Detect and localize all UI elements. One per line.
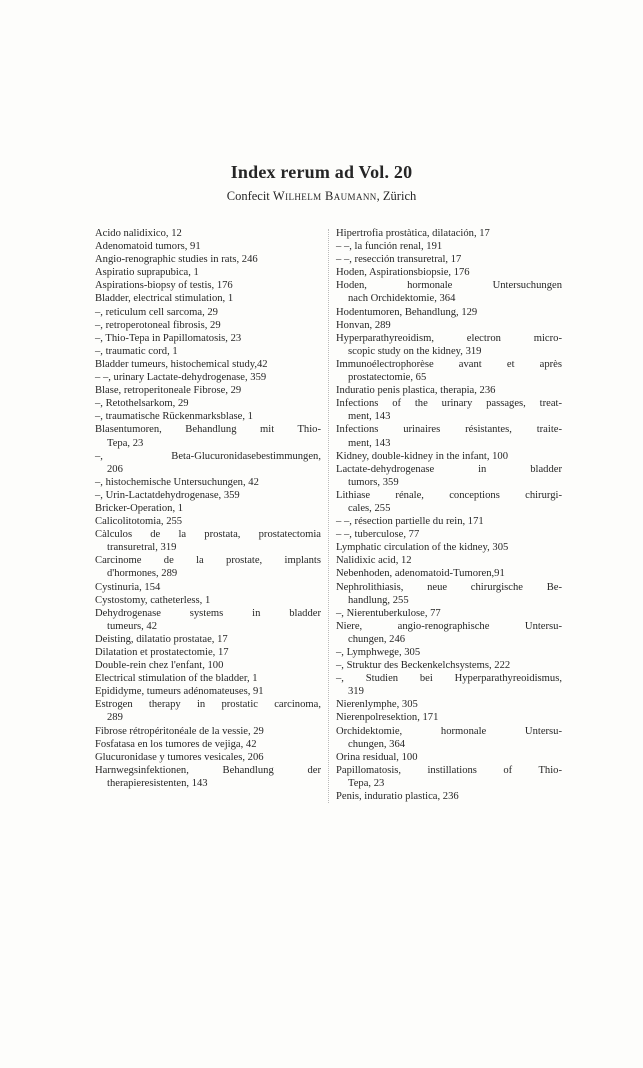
index-entry-line: Glucuronidase y tumores vesicales, 206 xyxy=(95,751,264,763)
index-entry-line: Orina residual, 100 xyxy=(336,751,418,763)
index-entry-line: Aspiratio suprapubica, 1 xyxy=(95,267,199,279)
index-entry-line: Bladder tumeurs, histochemical study,42 xyxy=(95,358,268,370)
index-entry-line: Cystostomy, catheterless, 1 xyxy=(95,594,211,606)
index-entry-line: Honvan, 289 xyxy=(336,319,391,331)
index-entry xyxy=(336,725,562,751)
index-entry-line: cales, 255 xyxy=(348,502,391,514)
index-entry-line: Fosfatasa en los tumores de vejiga, 42 xyxy=(95,738,257,750)
index-entry xyxy=(95,253,321,266)
index-entry-line: chungen, 364 xyxy=(348,738,406,750)
index-entry xyxy=(336,698,562,711)
index-entry-line: Tepa, 23 xyxy=(348,777,385,789)
index-entry-line: Orchidektomie, hormonale Untersu- xyxy=(336,725,562,737)
index-entry xyxy=(95,672,321,685)
index-entry-line: Bladder, electrical stimulation, 1 xyxy=(95,293,234,305)
index-entry xyxy=(336,646,562,659)
index-entry-line: –, reticulum cell sarcoma, 29 xyxy=(95,306,218,318)
index-entry xyxy=(95,489,321,502)
index-entry-line: Hoden, hormonale Untersuchungen xyxy=(336,280,562,292)
index-entry xyxy=(336,581,562,607)
index-entry-line: ment, 143 xyxy=(348,437,391,449)
index-entry-line: – –, résection partielle du rein, 171 xyxy=(336,516,484,528)
index-entry-line: Kidney, double-kidney in the infant, 100 xyxy=(336,450,509,462)
index-entry xyxy=(95,764,321,790)
index-entry xyxy=(95,358,321,371)
page-title: Index rerum ad Vol. 20 xyxy=(230,162,413,182)
subtitle-author: Wilhelm Baumann xyxy=(272,189,377,203)
index-entry-line: Bricker-Operation, 1 xyxy=(95,502,184,514)
index-entry xyxy=(95,751,321,764)
index-entry xyxy=(336,515,562,528)
index-entry xyxy=(336,332,562,358)
index-entry xyxy=(336,227,562,240)
index-entry-line: 206 xyxy=(107,463,123,475)
index-entry-line: 319 xyxy=(348,686,364,698)
index-entry-line: Penis, induratio plastica, 236 xyxy=(336,791,459,803)
index-entry-line: Calicolitotomia, 255 xyxy=(95,516,183,528)
index-entry xyxy=(95,725,321,738)
index-entry-line: Hipertrofia prostàtica, dilatación, 17 xyxy=(336,228,490,239)
index-entry-line: –, retroperotoneal fibrosis, 29 xyxy=(95,319,221,331)
index-entry xyxy=(336,567,562,580)
index-entry-line: Nalidixic acid, 12 xyxy=(336,555,412,567)
index-entry-line: Double-rein chez l'enfant, 100 xyxy=(95,660,224,672)
index-entry xyxy=(95,607,321,633)
index-entry xyxy=(336,528,562,541)
index-entry-line: Induratio penis plastica, therapia, 236 xyxy=(336,385,496,397)
index-entry-line: Estrogen therapy in prostatic carcinoma, xyxy=(95,699,321,711)
index-entry xyxy=(336,751,562,764)
index-entry xyxy=(336,463,562,489)
index-entry-line: Lymphatic circulation of the kidney, 305 xyxy=(336,542,509,554)
index-entry-line: Hoden, Aspirationsbiopsie, 176 xyxy=(336,267,470,279)
index-entry-line: –, Beta-Glucuronidasebestimmungen, xyxy=(95,450,321,462)
index-entry-line: Dilatation et prostatectomie, 17 xyxy=(95,647,229,658)
index-entry-line: Blase, retroperitoneale Fibrose, 29 xyxy=(95,385,242,397)
index-entry-line: nach Orchidektomie, 364 xyxy=(348,293,456,305)
index-entry-line: – –, resección transuretral, 17 xyxy=(336,254,462,266)
index-column-right xyxy=(336,227,562,803)
index-entry-line: Adenomatoid tumors, 91 xyxy=(95,241,201,253)
index-entry xyxy=(95,515,321,528)
index-entry xyxy=(95,738,321,751)
index-entry-line: –, Thio-Tepa in Papillomatosis, 23 xyxy=(95,332,242,344)
index-entry-line: chungen, 246 xyxy=(348,633,406,645)
subtitle-location: , Zürich xyxy=(376,189,417,203)
index-entry xyxy=(95,332,321,345)
index-entry xyxy=(95,476,321,489)
index-entry-line: –, Nierentuberkulose, 77 xyxy=(336,607,441,619)
index-entry xyxy=(95,581,321,594)
index-entry-line: – –, urinary Lactate-dehydrogenase, 359 xyxy=(95,372,267,384)
index-entry-line: Fibrose rétropéritonéale de la vessie, 29 xyxy=(95,725,264,737)
index-entry xyxy=(95,594,321,607)
index-entry-line: Immunoélectrophorèse avant et après xyxy=(336,358,562,370)
index-entry-line: tumors, 359 xyxy=(348,476,399,488)
index-entry-line: –, traumatic cord, 1 xyxy=(95,345,178,357)
index-entry xyxy=(336,306,562,319)
index-entry xyxy=(336,266,562,279)
index-entry xyxy=(95,292,321,305)
index-entry xyxy=(336,659,562,672)
index-entry xyxy=(95,633,321,646)
index-entry-line: Dehydrogenase systems in bladder xyxy=(95,607,321,619)
index-entry xyxy=(95,554,321,580)
index-entry xyxy=(336,790,562,803)
index-entry-line: Nierenlymphe, 305 xyxy=(336,699,418,711)
index-entry xyxy=(95,698,321,724)
index-entry-line: Blasentumoren, Behandlung mit Thio- xyxy=(95,424,321,436)
index-entry-line: Cystinuria, 154 xyxy=(95,581,161,593)
index-entry-line: Lithiase rénale, conceptions chirurgi- xyxy=(336,489,562,501)
index-entry-line: tumeurs, 42 xyxy=(107,620,158,632)
index-entry-line: –, Studien bei Hyperparathyreoidismus, xyxy=(336,673,562,685)
index-entry xyxy=(95,240,321,253)
index-entry-line: Electrical stimulation of the bladder, 1 xyxy=(95,673,258,685)
index-entry-line: d'hormones, 289 xyxy=(107,568,178,580)
index-entry xyxy=(336,764,562,790)
index-entry xyxy=(336,541,562,554)
index-entry-line: –, Lymphwege, 305 xyxy=(336,647,421,658)
index-entry xyxy=(95,646,321,659)
index-entry-line: Lactate-dehydrogenase in bladder xyxy=(336,463,562,475)
index-entry-line: Infections urinaires résistantes, traite- xyxy=(336,424,562,436)
index-entry-line: Infections of the urinary passages, treat- xyxy=(336,398,562,410)
index-entry xyxy=(95,685,321,698)
index-entry-line: Tepa, 23 xyxy=(107,437,144,449)
index-entry xyxy=(336,489,562,515)
index-entry xyxy=(95,319,321,332)
index-entry-line: Carcinome de la prostate, implants xyxy=(95,555,321,567)
index-entry-line: Càlculos de la prostata, prostatectomia xyxy=(95,529,321,541)
index-entry xyxy=(95,450,321,476)
index-entry-line: –, Struktur des Beckenkelchsystems, 222 xyxy=(336,660,511,672)
index-entry xyxy=(95,502,321,515)
index-entry xyxy=(336,384,562,397)
index-entry-line: prostatectomie, 65 xyxy=(348,372,427,384)
index-entry-line: Papillomatosis, instillations of Thio- xyxy=(336,764,562,776)
index-entry xyxy=(95,410,321,423)
index-entry-line: scopic study on the kidney, 319 xyxy=(348,345,482,357)
index-entry-line: Nierenpolresektion, 171 xyxy=(336,712,439,724)
index-entry xyxy=(336,397,562,423)
index-entry xyxy=(95,345,321,358)
index-entry xyxy=(336,358,562,384)
index-entry-line: Angio-renographic studies in rats, 246 xyxy=(95,254,258,266)
index-columns xyxy=(95,227,643,803)
index-entry-line: Deisting, dilatatio prostatae, 17 xyxy=(95,633,228,645)
index-entry xyxy=(95,266,321,279)
index-column-left xyxy=(95,227,321,803)
index-entry-line: Nephrolithiasis, neue chirurgische Be- xyxy=(336,581,562,593)
index-entry-line: Hodentumoren, Behandlung, 129 xyxy=(336,306,478,318)
index-entry xyxy=(336,253,562,266)
index-entry xyxy=(336,620,562,646)
page-subtitle xyxy=(0,189,643,204)
index-entry-line: 289 xyxy=(107,712,123,724)
index-entry-line: transuretral, 319 xyxy=(107,542,177,554)
index-entry-line: –, histochemische Untersuchungen, 42 xyxy=(95,476,259,488)
index-entry-line: Epididyme, tumeurs adénomateuses, 91 xyxy=(95,686,264,698)
index-entry xyxy=(95,659,321,672)
index-entry-line: therapieresistenten, 143 xyxy=(107,777,208,789)
index-entry xyxy=(336,607,562,620)
index-entry xyxy=(336,240,562,253)
index-entry xyxy=(336,423,562,449)
index-entry-line: – –, la función renal, 191 xyxy=(336,241,443,253)
index-entry-line: – –, tuberculose, 77 xyxy=(336,529,420,541)
index-entry xyxy=(336,319,562,332)
index-entry-line: handlung, 255 xyxy=(348,594,409,606)
index-entry xyxy=(95,397,321,410)
index-entry-line: –, traumatische Rückenmarksblase, 1 xyxy=(95,411,253,423)
index-entry xyxy=(95,306,321,319)
index-entry-line: Niere, angio-renographische Untersu- xyxy=(336,620,562,632)
index-entry xyxy=(95,384,321,397)
index-entry xyxy=(95,423,321,449)
index-entry xyxy=(95,371,321,384)
index-entry-line: –, Urin-Lactatdehydrogenase, 359 xyxy=(95,489,240,501)
index-entry xyxy=(336,672,562,698)
index-entry xyxy=(336,711,562,724)
index-entry-line: ment, 143 xyxy=(348,411,391,423)
index-entry xyxy=(336,450,562,463)
index-entry xyxy=(336,554,562,567)
index-entry xyxy=(95,279,321,292)
index-entry-line: Harnwegsinfektionen, Behandlung der xyxy=(95,764,321,776)
index-entry xyxy=(336,279,562,305)
index-entry-line: Nebenhoden, adenomatoid-Tumoren,91 xyxy=(336,568,505,580)
index-entry-line: Hyperparathyreoidism, electron micro- xyxy=(336,332,562,344)
index-entry-line: Acido nalidixico, 12 xyxy=(95,228,182,239)
index-entry xyxy=(95,528,321,554)
column-divider xyxy=(328,229,329,803)
index-entry xyxy=(95,227,321,240)
index-entry-line: –, Retothelsarkom, 29 xyxy=(95,398,189,410)
page xyxy=(0,161,643,1068)
subtitle-prefix: Confecit xyxy=(226,189,273,203)
index-entry-line: Aspirations-biopsy of testis, 176 xyxy=(95,280,233,292)
